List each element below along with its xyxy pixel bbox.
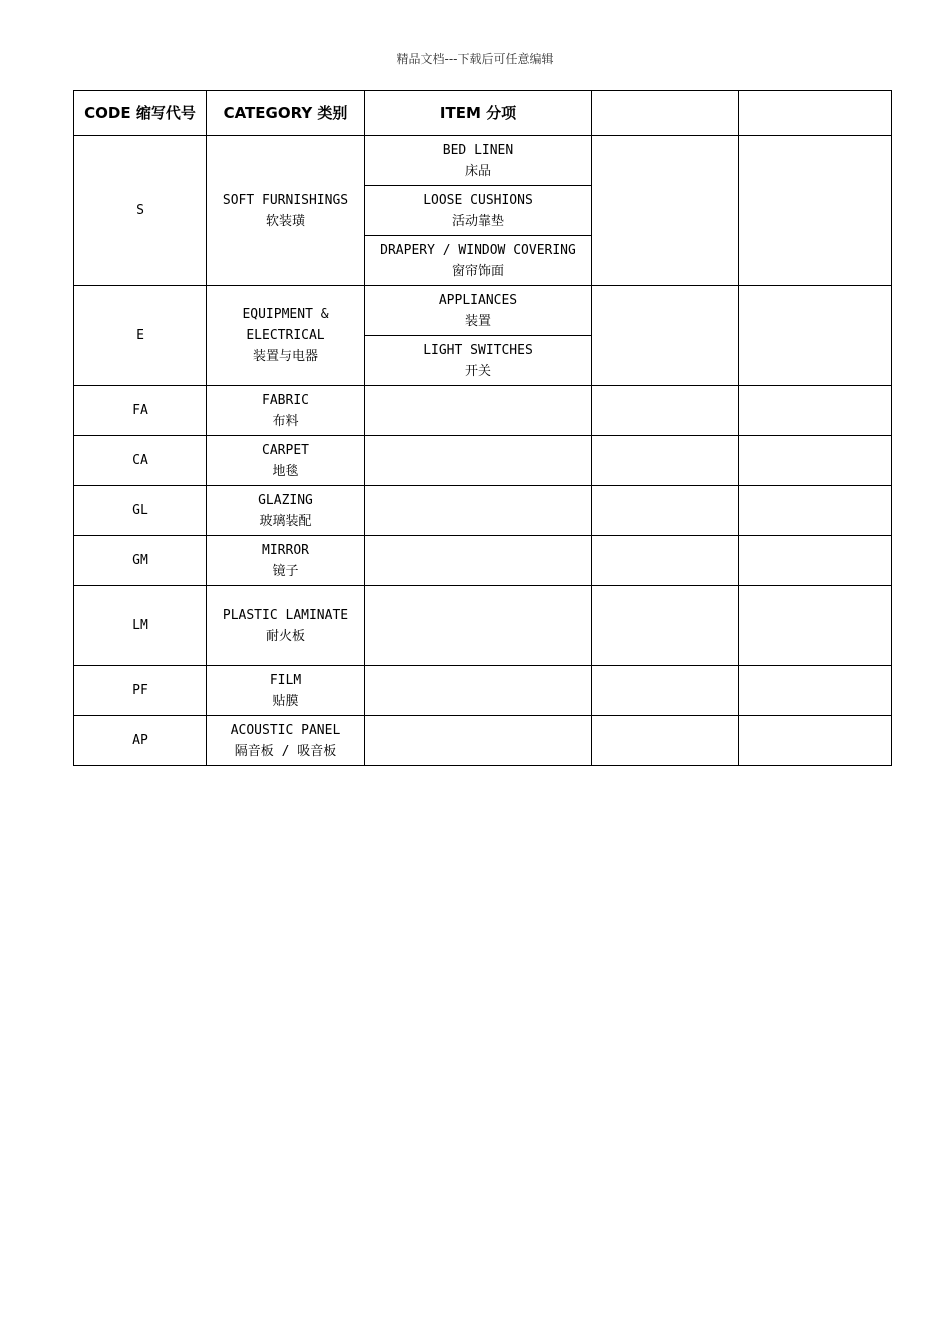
category-en: EQUIPMENT & (242, 307, 329, 322)
empty-cell (592, 436, 739, 486)
item-en: BED LINEN (442, 142, 514, 158)
category-en: PLASTIC LAMINATE (222, 607, 349, 623)
empty-cell (739, 436, 892, 486)
category-en: GLAZING (258, 492, 313, 508)
code-cell: AP (74, 716, 207, 766)
header-category: CATEGORY 类别 (207, 91, 365, 136)
item-zh: 窗帘饰面 (451, 263, 504, 279)
item-en: LIGHT SWITCHES (423, 342, 533, 358)
empty-cell (365, 386, 592, 436)
empty-cell (592, 486, 739, 536)
empty-cell (592, 716, 739, 766)
category-zh: 隔音板 / 吸音板 (234, 743, 337, 759)
code-cell: CA (74, 436, 207, 486)
table-row (74, 436, 892, 486)
header-code: CODE 缩写代号 (74, 91, 207, 136)
table-row (74, 536, 892, 586)
empty-cell (592, 666, 739, 716)
empty-cell (592, 386, 739, 436)
code-cell: LM (74, 586, 207, 666)
category-zh: 镜子 (272, 563, 299, 579)
empty-cell (739, 536, 892, 586)
item-cell (365, 286, 592, 336)
category-cell (207, 586, 365, 666)
code-cell: S (74, 136, 207, 286)
category-zh: 布料 (272, 413, 299, 429)
header-row (74, 91, 892, 136)
empty-cell (365, 536, 592, 586)
category-en: MIRROR (262, 542, 309, 558)
empty-cell (739, 486, 892, 536)
code-cell: FA (74, 386, 207, 436)
page-header: 精品文档---下载后可任意编辑 (396, 52, 554, 66)
table-row (74, 286, 892, 336)
table-row (74, 386, 892, 436)
empty-cell (365, 666, 592, 716)
category-en-2: ELECTRICAL (246, 328, 325, 343)
category-zh: 耐火板 (265, 628, 305, 644)
category-en: FABRIC (262, 392, 309, 408)
empty-cell (739, 716, 892, 766)
category-zh: 地毯 (272, 463, 299, 479)
category-cell (207, 286, 365, 386)
category-en: ACOUSTIC PANEL (230, 722, 341, 738)
item-zh: 活动靠垫 (451, 213, 504, 229)
item-en: DRAPERY / WINDOW COVERING (380, 242, 576, 258)
category-zh: 软装璜 (265, 213, 305, 229)
category-zh: 贴膜 (272, 693, 299, 709)
item-zh: 开关 (464, 363, 491, 379)
empty-cell (365, 716, 592, 766)
category-table (73, 90, 892, 766)
empty-cell (592, 586, 739, 666)
category-en: SOFT FURNISHINGS (222, 192, 349, 208)
item-en: LOOSE CUSHIONS (423, 192, 533, 208)
empty-cell (365, 586, 592, 666)
code-cell: E (74, 286, 207, 386)
category-cell (207, 386, 365, 436)
code-cell: GM (74, 536, 207, 586)
empty-cell (739, 286, 892, 386)
category-cell (207, 716, 365, 766)
item-cell (365, 186, 592, 236)
header-col4 (592, 91, 739, 136)
empty-cell (739, 386, 892, 436)
empty-cell (739, 136, 892, 286)
category-zh: 装置与电器 (252, 349, 318, 364)
item-zh: 装置 (464, 313, 491, 329)
empty-cell (365, 436, 592, 486)
category-en: FILM (269, 672, 302, 688)
category-cell (207, 486, 365, 536)
category-cell (207, 136, 365, 286)
empty-cell (592, 536, 739, 586)
code-cell: PF (74, 666, 207, 716)
empty-cell (592, 136, 739, 286)
item-zh: 床品 (464, 163, 491, 179)
empty-cell (592, 286, 739, 386)
category-zh: 玻璃装配 (259, 513, 312, 529)
category-cell (207, 436, 365, 486)
item-cell (365, 236, 592, 286)
table-row (74, 716, 892, 766)
item-en: APPLIANCES (438, 292, 518, 308)
category-cell (207, 536, 365, 586)
empty-cell (365, 486, 592, 536)
empty-cell (739, 666, 892, 716)
header-col5 (739, 91, 892, 136)
table-row (74, 136, 892, 186)
code-cell: GL (74, 486, 207, 536)
item-cell (365, 336, 592, 386)
table-row (74, 666, 892, 716)
table-row (74, 486, 892, 536)
table-row (74, 586, 892, 666)
item-cell (365, 136, 592, 186)
empty-cell (739, 586, 892, 666)
category-en: CARPET (262, 442, 309, 458)
header-item: ITEM 分项 (365, 91, 592, 136)
category-cell (207, 666, 365, 716)
